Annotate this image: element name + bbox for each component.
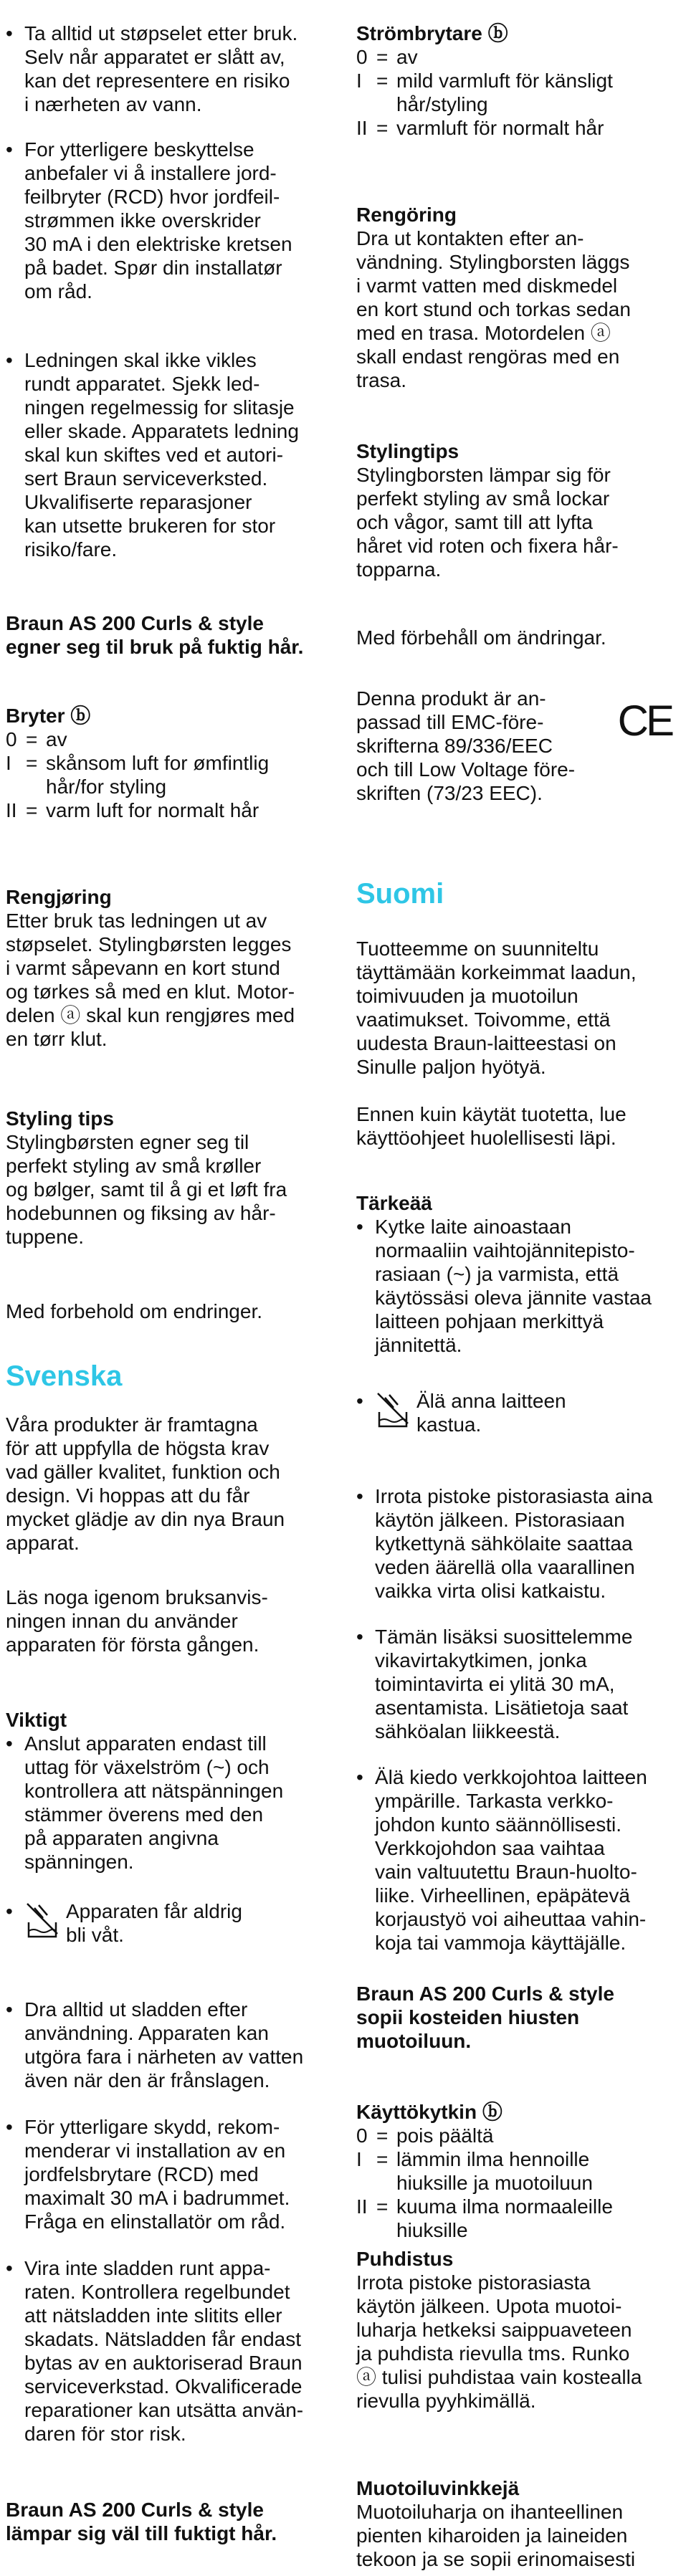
switch-table	[356, 45, 672, 140]
text-line: Anslut apparaten endast till	[24, 1732, 267, 1755]
text-line: og tørkes så med en klut. Motor-	[6, 981, 295, 1003]
bullet-dot: •	[6, 2116, 13, 2138]
text-line: käytön jälkeen. Pistorasiaan	[375, 1509, 625, 1531]
text-line: av	[46, 728, 67, 750]
equals-sign: =	[26, 752, 38, 774]
bullet-text	[375, 1625, 681, 1743]
text-line: støpselet. Stylingbørsten legges	[6, 933, 292, 955]
equals-sign: =	[376, 2148, 389, 2170]
warning-text	[416, 1389, 566, 1436]
text-line: Braun AS 200 Curls & style	[6, 612, 264, 634]
switch-setting-row	[356, 45, 672, 69]
no-reservation: Med forbehold om endringer.	[6, 1300, 262, 1322]
text-line: raten. Kontrollera regelbundet	[24, 2281, 290, 2303]
text-line: uudesta Braun-laitteestasi on	[356, 1032, 616, 1054]
text-line: även när den är frånslagen.	[24, 2069, 270, 2091]
text-line: ningen innan du använder	[6, 1610, 238, 1632]
section-title: Rengöring	[356, 204, 457, 226]
text-line: Älä anna laitteen	[416, 1390, 566, 1412]
text-line: menderar vi installation av en	[24, 2139, 286, 2162]
bullet-text	[24, 1998, 340, 2092]
text-line: vändning. Stylingborsten läggs	[356, 251, 630, 273]
switch-description	[396, 45, 672, 69]
bullet-dot: •	[356, 1216, 363, 1238]
text-line: vaatimukset. Toivomme, että	[356, 1008, 611, 1031]
text-line: Vira inte sladden runt appa-	[24, 2257, 271, 2279]
text-line: strømmen ikke overskrider	[24, 209, 261, 232]
switch-key: I	[6, 752, 11, 774]
equals-sign: =	[376, 2124, 389, 2147]
text-line: maximalt 30 mA i badrummet.	[24, 2187, 290, 2209]
text-line: utgöra fara i närheten av vatten	[24, 2046, 304, 2068]
no-humid-hair-note	[6, 611, 321, 659]
fi-no-water-warning	[356, 1389, 672, 1436]
text-line: serviceverkstad. Okvalificerade	[24, 2375, 303, 2398]
text-line: Denna produkt är an-	[356, 687, 546, 710]
fi-cleaning-section	[356, 2247, 672, 2413]
text-line: Ta alltid ut støpselet etter bruk.	[24, 22, 298, 44]
text-line: Våra produkter är framtagna	[6, 1413, 258, 1436]
text-line: laitteen pohjaan merkittyä	[375, 1310, 604, 1332]
section-text	[356, 463, 672, 581]
bullet-dot: •	[6, 1900, 13, 1922]
bullet-dot: •	[356, 1626, 363, 1648]
text-line: Stylingborsten lämpar sig för	[356, 464, 611, 486]
text-line: ningen regelmessig for slitasje	[24, 396, 295, 419]
text-line: Dra ut kontakten efter an-	[356, 227, 584, 249]
text-line: kastua.	[416, 1413, 482, 1436]
text-line: käytön jälkeen. Upota muotoi-	[356, 2295, 622, 2317]
list-item	[356, 1389, 672, 1436]
text-line: vad gäller kvalitet, funktion och	[6, 1461, 280, 1483]
text-line: Etter bruk tas ledningen ut av	[6, 910, 267, 932]
warning-text	[66, 1899, 242, 1947]
text-line: veden äärellä olla vaarallinen	[375, 1556, 635, 1578]
section-title: Viktigt	[6, 1709, 67, 1731]
bullet-text	[375, 1765, 681, 1955]
sv-no-water-warning	[6, 1899, 321, 1947]
sv-cleaning-section	[356, 203, 672, 392]
text-line: av	[396, 46, 418, 68]
text-line: uttag för växelström (~) och	[24, 1756, 270, 1778]
bullet-text	[375, 1484, 681, 1603]
text-line: jännitettä.	[375, 1334, 462, 1356]
switch-table	[6, 728, 321, 822]
text-line: lämmin ilma hennoille	[396, 2148, 590, 2170]
bullet-dot: •	[6, 1732, 13, 1755]
text-line: i varmt vatten med diskmedel	[356, 275, 618, 297]
text-line: i varmt såpevann en kort stund	[6, 957, 280, 979]
switch-setting-row	[6, 728, 321, 751]
bullet-text	[24, 2115, 340, 2233]
text-line: sopii kosteiden hiusten	[356, 2006, 580, 2028]
sv-intro	[6, 1413, 321, 1555]
equals-sign: =	[376, 70, 389, 92]
switch-setting-row	[356, 69, 672, 116]
text-line: reparationer kan utsätta använ-	[24, 2399, 304, 2421]
switch-key: II	[6, 799, 17, 821]
text-line: käyttöohjeet huolellisesti läpi.	[356, 1127, 616, 1149]
sv-reservation: Med förbehåll om ändringar.	[356, 626, 606, 649]
text-line: Ledningen skal ikke vikles	[24, 349, 257, 371]
fi-humid-hair-note	[356, 1982, 672, 2053]
list-item	[6, 1998, 340, 2092]
text-line: om råd.	[24, 280, 92, 302]
text-line: skadats. Nätsladden får endast	[24, 2328, 302, 2350]
list-item	[6, 2115, 340, 2233]
text-line: tuppene.	[6, 1226, 84, 1248]
switch-description	[46, 798, 321, 822]
text-line: skal kun skiftes ved et autori-	[24, 444, 284, 466]
list-item	[356, 1765, 681, 1955]
text-line: toimivuuden ja muotoilun	[356, 985, 578, 1007]
text-line: trasa.	[356, 369, 407, 391]
section-text	[6, 909, 321, 1051]
text-line: liike. Virheellinen, epäpätevä	[375, 1884, 630, 1907]
switch-description	[46, 751, 321, 798]
text-line: för att uppfylla de högsta krav	[6, 1437, 270, 1459]
list-item	[6, 348, 340, 561]
text-line: mild varmluft för känsligt	[396, 70, 613, 92]
sv-tips-section	[356, 439, 672, 581]
switch-setting-row	[6, 798, 321, 822]
text-line: feilbryter (RCD) hvor jordfeil-	[24, 186, 280, 208]
section-text	[6, 1130, 321, 1249]
text-line: muotoiluun.	[356, 2030, 472, 2052]
text-line: hiuksille ja muotoiluun	[396, 2172, 593, 2194]
text-line: käytössäsi oleva jännite vastaa	[375, 1287, 652, 1309]
bullet-text	[24, 22, 340, 116]
bullet-dot: •	[356, 1390, 363, 1412]
text-line: täyttämään korkeimmat laadun,	[356, 961, 637, 983]
equals-sign: =	[376, 117, 389, 139]
switch-setting-row	[6, 751, 321, 798]
text-line: rasiaan (~) ja varmista, että	[375, 1263, 619, 1285]
switch-key: I	[356, 2148, 362, 2170]
switch-setting-row	[356, 2124, 672, 2147]
list-item	[6, 1732, 321, 1874]
text-line: egner seg til bruk på fuktig hår.	[6, 636, 304, 658]
text-line: Apparaten får aldrig	[66, 1900, 242, 1922]
sv-emc-notice	[356, 687, 672, 805]
section-text	[356, 2271, 672, 2413]
equals-sign: =	[26, 728, 38, 750]
switch-setting-row	[356, 2195, 672, 2242]
section-title: Rengjøring	[6, 886, 112, 908]
switch-description	[396, 2124, 672, 2147]
list-item	[6, 138, 340, 303]
text-line: Dra alltid ut sladden efter	[24, 1998, 248, 2021]
text-line: For ytterligere beskyttelse	[24, 138, 254, 161]
text-line: korjaustyö voi aiheuttaa vahin-	[375, 1908, 647, 1930]
no-water-icon	[24, 1901, 60, 1941]
switch-table	[356, 2124, 672, 2242]
no-cleaning-section	[6, 885, 321, 1051]
text-line: luharja hetkeksi saippuaveteen	[356, 2319, 632, 2341]
sv-read-note	[6, 1585, 321, 1656]
switch-key: 0	[356, 46, 368, 68]
switch-setting-row	[356, 116, 672, 140]
list-item	[356, 1484, 681, 1603]
text-line: Irrota pistoke pistorasiasta	[356, 2271, 591, 2294]
switch-key: 0	[356, 2124, 368, 2147]
section-title: Tärkeää	[356, 1192, 432, 1214]
text-line: på badet. Spør din installatør	[24, 257, 282, 279]
text-line: Kytke laite ainoastaan	[375, 1216, 571, 1238]
text-line: Stylingbørsten egner seg til	[6, 1131, 249, 1153]
text-line: hår/for styling	[46, 776, 167, 798]
text-line: att nätsladden inte slitits eller	[24, 2304, 282, 2327]
no-water-icon	[375, 1390, 411, 1431]
text-line: Irrota pistoke pistorasiasta aina	[375, 1485, 653, 1507]
text-line: kan utsette brukeren for stor	[24, 515, 276, 537]
text-line: sert Braun serviceverksted.	[24, 467, 268, 490]
text-line: en kort stund och torkas sedan	[356, 298, 631, 320]
fi-switch-section	[356, 2100, 672, 2242]
emc-text	[356, 687, 607, 805]
text-line: skrifterna 89/336/EEC	[356, 735, 553, 757]
fi-important-section	[356, 1191, 672, 1357]
bullet-dot: •	[6, 2257, 13, 2279]
section-text	[356, 226, 672, 392]
text-line: ⓐ tulisi puhdistaa vain kostealla	[356, 2366, 642, 2388]
text-line: perfekt styling av små krøller	[6, 1155, 262, 1177]
text-line: användning. Apparaten kan	[24, 2022, 269, 2044]
bullet-dot: •	[356, 1766, 363, 1788]
text-line: hår/styling	[396, 93, 488, 115]
list-item	[356, 1625, 681, 1743]
list-item	[6, 1899, 321, 1947]
switch-description	[396, 116, 672, 140]
list-item	[6, 2256, 340, 2446]
text-line: i nærheten av vann.	[24, 93, 202, 115]
section-title: Stylingtips	[356, 440, 459, 462]
text-line: med en trasa. Motordelen ⓐ	[356, 322, 611, 344]
text-line: en tørr klut.	[6, 1028, 108, 1050]
text-line: daren för stor risk.	[24, 2423, 186, 2445]
switch-key: II	[356, 2195, 368, 2218]
switch-description	[396, 2147, 672, 2195]
text-line: Muotoiluharja on ihanteellinen	[356, 2501, 624, 2523]
text-line: pienten kiharoiden ja laineiden	[356, 2524, 628, 2547]
text-line: delen ⓐ skal kun rengjøres med	[6, 1004, 295, 1026]
text-line: kytkettynä sähkölaite saattaa	[375, 1532, 633, 1555]
switch-description	[396, 2195, 672, 2242]
text-line: Braun AS 200 Curls & style	[6, 2499, 264, 2521]
text-line: och vågor, samt till att lyfta	[356, 511, 593, 533]
text-line: vikavirtakytkimen, jonka	[375, 1649, 587, 1671]
text-line: Tämän lisäksi suosittelemme	[375, 1626, 633, 1648]
text-line: skall endast rengöras med en	[356, 345, 620, 368]
text-line: bli våt.	[66, 1924, 124, 1946]
section-title: Puhdistus	[356, 2248, 454, 2270]
ce-mark-icon: CE	[617, 697, 672, 745]
bullet-text	[24, 138, 340, 303]
bullet-dot: •	[356, 1485, 363, 1507]
text-line: sähköalan liikkeestä.	[375, 1720, 561, 1742]
text-line: stämmer överens med den	[24, 1803, 264, 1826]
sv-important-section	[6, 1708, 321, 1874]
fi-tips-section	[356, 2476, 672, 2571]
text-line: spänningen.	[24, 1851, 134, 1873]
text-line: varmluft för normalt hår	[396, 117, 604, 139]
switch-key: II	[356, 117, 368, 139]
text-line: Sinulle paljon hyötyä.	[356, 1056, 546, 1078]
text-line: apparaten för första gången.	[6, 1633, 259, 1656]
text-line: asentamista. Lisätietoja saat	[375, 1697, 629, 1719]
fi-read-note	[356, 1102, 672, 1150]
text-line: skånsom luft for ømfintlig	[46, 752, 270, 774]
text-line: tekoon ja se sopii erinomaisesti	[356, 2548, 636, 2570]
text-line: hiuksille	[396, 2219, 468, 2241]
text-line: toimintavirta ei ylitä 30 mA,	[375, 1673, 615, 1695]
svenska-heading: Svenska	[6, 1360, 123, 1392]
sv-humid-hair-note	[6, 2498, 321, 2545]
text-line: apparat.	[6, 1532, 80, 1554]
text-line: topparna.	[356, 558, 442, 581]
bullet-dot: •	[6, 138, 13, 161]
bullet-dot: •	[6, 22, 13, 44]
text-line: mycket glädje av din nya Braun	[6, 1508, 285, 1530]
text-line: passad till EMC-före-	[356, 711, 544, 733]
text-line: koja tai vammoja käyttäjälle.	[375, 1932, 627, 1954]
bullet-text	[375, 1215, 672, 1357]
text-line: pois päältä	[396, 2124, 494, 2147]
switch-setting-row	[356, 2147, 672, 2195]
text-line: skriften (73/23 EEC).	[356, 782, 543, 804]
text-line: 30 mA i den elektriske kretsen	[24, 233, 292, 255]
text-line: vain valtuutettu Braun-huolto-	[375, 1861, 637, 1883]
bullet-text	[24, 1732, 321, 1874]
text-line: jordfelsbrytare (RCD) med	[24, 2163, 259, 2185]
text-line: Ukvalifiserte reparasjoner	[24, 491, 252, 513]
section-title: Bryter ⓑ	[6, 705, 91, 727]
text-line: vaikka virta olisi katkaistu.	[375, 1580, 606, 1602]
text-line: eller skade. Apparatets ledning	[24, 420, 299, 442]
no-tips-section	[6, 1107, 321, 1249]
text-line: på apparaten angivna	[24, 1827, 219, 1849]
text-line: ja puhdista rievulla tms. Runko	[356, 2342, 630, 2365]
sv-switch-section	[356, 22, 672, 140]
text-line: Älä kiedo verkkojohtoa laitteen	[375, 1766, 647, 1788]
text-line: perfekt styling av små lockar	[356, 487, 610, 510]
text-line: Selv når apparatet er slått av,	[24, 46, 285, 68]
list-item	[6, 22, 340, 116]
list-item	[356, 1215, 672, 1357]
suomi-heading: Suomi	[356, 878, 444, 910]
text-line: anbefaler vi å installere jord-	[24, 162, 277, 184]
section-title: Muotoiluvinkkejä	[356, 2477, 520, 2499]
section-title: Strömbrytare ⓑ	[356, 22, 508, 44]
text-line: Verkkojohdon saa vaihtaa	[375, 1837, 605, 1859]
text-line: bytas av en auktoriserad Braun	[24, 2352, 303, 2374]
text-line: ympärille. Tarkasta verkko-	[375, 1790, 614, 1812]
bullet-dot: •	[6, 349, 13, 371]
text-line: kuuma ilma normaaleille	[396, 2195, 613, 2218]
text-line: design. Vi hoppas att du får	[6, 1484, 250, 1507]
text-line: normaaliin vaihtojännitepisto-	[375, 1239, 635, 1261]
section-title: Käyttökytkin ⓑ	[356, 2101, 503, 2123]
switch-description	[46, 728, 321, 751]
bullet-text	[24, 2256, 340, 2446]
text-line: Braun AS 200 Curls & style	[356, 1983, 614, 2005]
text-line: För ytterligare skydd, rekom-	[24, 2116, 280, 2138]
text-line: Läs noga igenom bruksanvis-	[6, 1586, 268, 1608]
text-line: og bølger, samt til å gi et løft fra	[6, 1178, 287, 1201]
text-line: rievulla pyyhkimällä.	[356, 2390, 536, 2412]
text-line: johdon kunto säännöllisesti.	[375, 1813, 622, 1836]
bullet-text	[24, 348, 340, 561]
text-line: risiko/fare.	[24, 538, 118, 560]
section-title: Styling tips	[6, 1107, 114, 1130]
text-line: rundt apparatet. Sjekk led-	[24, 373, 260, 395]
text-line: Tuotteemme on suunniteltu	[356, 938, 599, 960]
text-line: varm luft for normalt hår	[46, 799, 259, 821]
text-line: håret vid roten och fixera hår-	[356, 535, 619, 557]
equals-sign: =	[376, 46, 389, 68]
text-line: Ennen kuin käytät tuotetta, lue	[356, 1103, 627, 1125]
text-line: kontrollera att nätspänningen	[24, 1780, 284, 1802]
text-line: lämpar sig väl till fuktigt hår.	[6, 2522, 277, 2544]
no-switch-section	[6, 704, 321, 822]
text-line: Fråga en elinstallatör om råd.	[24, 2210, 286, 2233]
switch-key: 0	[6, 728, 17, 750]
bullet-dot: •	[6, 1998, 13, 2021]
section-text	[356, 2500, 672, 2571]
text-line: kan det representere en risiko	[24, 70, 290, 92]
equals-sign: =	[376, 2195, 389, 2218]
equals-sign: =	[26, 799, 38, 821]
switch-key: I	[356, 70, 362, 92]
switch-description	[396, 69, 672, 116]
text-line: och till Low Voltage före-	[356, 758, 576, 781]
text-line: hodebunnen og fiksing av hår-	[6, 1202, 276, 1224]
fi-intro	[356, 937, 672, 1079]
